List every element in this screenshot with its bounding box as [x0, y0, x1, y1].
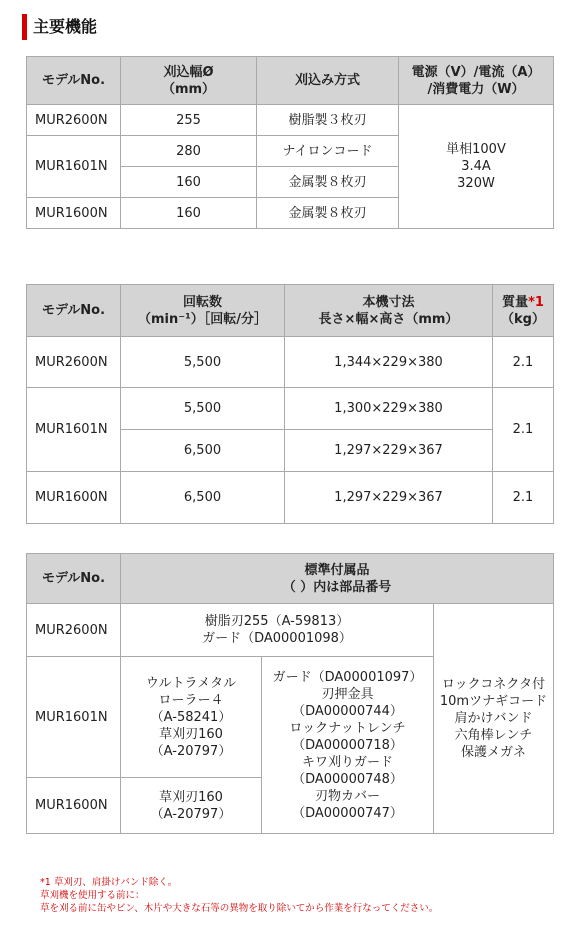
specifications-table [26, 284, 554, 524]
model-cell: MUR1601N [27, 657, 121, 778]
model-cell: MUR2600N [27, 105, 121, 136]
width-cell: 160 [121, 198, 257, 229]
table-row [27, 472, 554, 524]
rpm-cell: 6,500 [121, 430, 285, 472]
width-cell: 160 [121, 167, 257, 198]
header-model: モデルNo. [27, 554, 121, 604]
table-row [27, 388, 554, 430]
rpm-cell: 6,500 [121, 472, 285, 524]
width-cell: 255 [121, 105, 257, 136]
main-functions-table [26, 56, 554, 229]
mass-cell: 2.1 [493, 388, 554, 472]
shared-accessories-cell: ロックコネクタ付 10mツナギコード 肩かけバンド 六角棒レンチ 保護メガネ [434, 604, 554, 834]
header-power: 電源（V）/電流（A） /消費電力（W） [399, 57, 554, 105]
dimensions-cell: 1,344×229×380 [285, 337, 493, 388]
mass-cell: 2.1 [493, 337, 554, 388]
footnote-line: *1 草刈刃、肩掛けバンド除く。 [40, 877, 178, 888]
model-cell: MUR1600N [27, 778, 121, 834]
footnotes [40, 876, 550, 915]
model-cell: MUR1601N [27, 388, 121, 472]
method-cell: 樹脂製３枚刃 [257, 105, 399, 136]
rpm-cell: 5,500 [121, 388, 285, 430]
method-cell: 金属製８枚刃 [257, 167, 399, 198]
model-cell: MUR2600N [27, 604, 121, 657]
dimensions-cell: 1,297×229×367 [285, 430, 493, 472]
table-row [27, 337, 554, 388]
header-dimensions: 本機寸法 長さ×幅×高さ（mm） [285, 285, 493, 337]
method-cell: ナイロンコード [257, 136, 399, 167]
footnote-line: 草刈機を使用する前に： [40, 890, 145, 901]
title-accent-bar [22, 14, 27, 40]
accessories-cell: ウルトラメタル ローラー４ （A-58241） 草刈刃160 （A-20797） [121, 657, 262, 778]
model-cell: MUR1601N [27, 136, 121, 198]
page-title: 主要機能 [33, 17, 98, 36]
shared-blade-accessories-cell: ガード（DA00001097） 刃押金具 （DA00000744） ロックナットレンチ （DA00000718） キワ刈りガード （DA00000748） 刃物カバー （DA00000747） [262, 657, 434, 834]
table-row [27, 105, 554, 136]
table-row [27, 604, 554, 657]
dimensions-cell: 1,297×229×367 [285, 472, 493, 524]
header-model: モデルNo. [27, 57, 121, 105]
footnote-line: 草を刈る前に缶やビン、木片や大きな石等の異物を取り除いてから作業を行なってください。 [40, 903, 439, 914]
header-model: モデルNo. [27, 285, 121, 337]
model-cell: MUR2600N [27, 337, 121, 388]
mass-footnote-mark: *1 [528, 294, 544, 310]
dimensions-cell: 1,300×229×380 [285, 388, 493, 430]
width-cell: 280 [121, 136, 257, 167]
header-accessories: 標準付属品 （ ）内は部品番号 [121, 554, 554, 604]
header-mass: 質量*1 （kg） [493, 285, 554, 337]
power-cell: 単相100V 3.4A 320W [399, 105, 554, 229]
rpm-cell: 5,500 [121, 337, 285, 388]
model-cell: MUR1600N [27, 198, 121, 229]
model-cell: MUR1600N [27, 472, 121, 524]
mass-cell: 2.1 [493, 472, 554, 524]
accessories-cell: 草刈刃160 （A-20797） [121, 778, 262, 834]
header-cut-width: 刈込幅Ø （mm） [121, 57, 257, 105]
accessories-table [26, 553, 554, 834]
header-cut-method: 刈込み方式 [257, 57, 399, 105]
accessories-cell: 樹脂刃255（A-59813） ガード（DA00001098） [121, 604, 434, 657]
method-cell: 金属製８枚刃 [257, 198, 399, 229]
header-rpm: 回転数 （min⁻¹）［回転/分］ [121, 285, 285, 337]
